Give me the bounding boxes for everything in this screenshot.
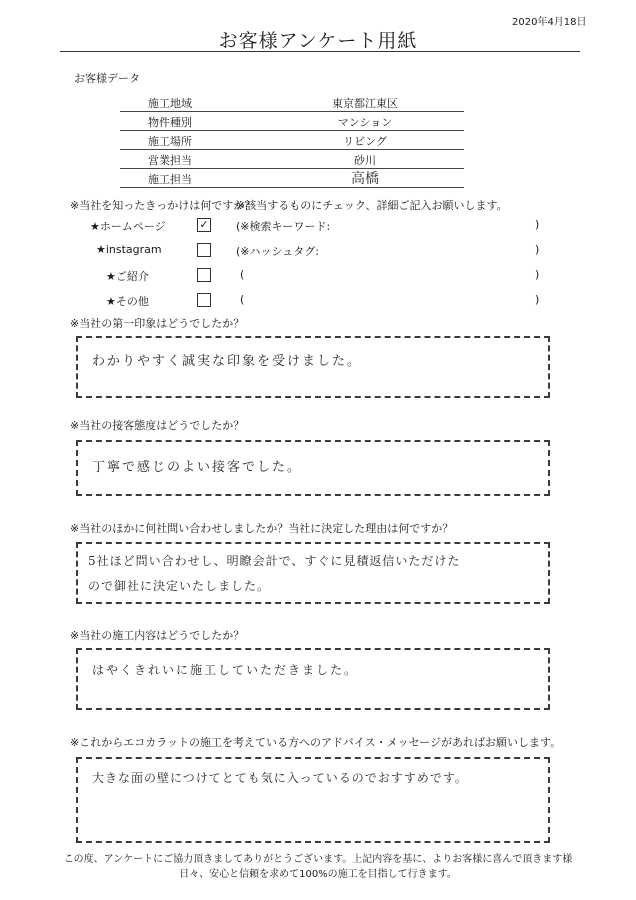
info-row-area bbox=[120, 92, 464, 112]
q6-answer: 大きな面の壁につけてとても気に入っているのでおすすめです。 bbox=[92, 771, 468, 785]
detail-close-other: ) bbox=[535, 293, 540, 306]
footer-line-2: 日々、安心と信頼を求めて100%の施工を目指して行きます。 bbox=[179, 869, 457, 880]
survey-date: 2020年4月18日 bbox=[512, 17, 587, 28]
detail-close-instagram: ) bbox=[535, 243, 540, 256]
info-row-installer bbox=[120, 168, 464, 188]
q1-instruction: ※該当するものにチェック、詳細ご記入お願いします。 bbox=[236, 199, 508, 212]
detail-instagram: (※ハッシュタグ: bbox=[236, 245, 319, 258]
info-value: 砂川 bbox=[354, 154, 376, 167]
footer-line-1: この度、アンケートにご協力頂きましてありがとうございます。上記内容を基に、よりお客様に喜んで頂きます様 bbox=[63, 854, 573, 865]
detail-homepage: (※検索キーワード: bbox=[236, 220, 331, 233]
info-label: 営業担当 bbox=[148, 154, 192, 167]
detail-close-referral: ) bbox=[535, 268, 540, 281]
q3-question: ※当社の接客態度はどうでしたか？ bbox=[70, 419, 245, 432]
info-value: リビング bbox=[343, 135, 387, 148]
info-value: 東京都江東区 bbox=[332, 97, 398, 110]
detail-referral: ( bbox=[240, 268, 245, 281]
info-label: 施工場所 bbox=[148, 135, 192, 148]
checkbox-referral[interactable] bbox=[197, 268, 211, 282]
q4-question: ※当社のほかに何社問い合わせしましたか？当社に決定した理由は何ですか？ bbox=[70, 522, 454, 535]
detail-close-homepage: ) bbox=[535, 218, 540, 231]
title-underline bbox=[60, 51, 580, 52]
source-label-instagram: ★instagram bbox=[96, 243, 162, 256]
info-row-location bbox=[120, 130, 464, 150]
source-label-homepage: ★ホームページ bbox=[90, 220, 166, 233]
info-value-handwritten: 高橋 bbox=[351, 171, 379, 187]
info-row-sales-rep bbox=[120, 149, 464, 169]
source-label-referral: ★ご紹介 bbox=[106, 270, 149, 283]
customer-data-heading: お客様データ bbox=[74, 72, 140, 85]
q5-question: ※当社の施工内容はどうでしたか？ bbox=[70, 629, 245, 642]
info-label: 施工担当 bbox=[148, 173, 192, 186]
q5-answer-box[interactable] bbox=[76, 648, 550, 710]
checkbox-homepage[interactable]: ✓ bbox=[197, 218, 211, 232]
q1-question: ※当社を知ったきっかけは何ですか？ bbox=[70, 199, 256, 212]
q5-answer: はやくきれいに施工していただきました。 bbox=[92, 663, 359, 677]
info-label: 施工地域 bbox=[148, 97, 192, 110]
q3-answer: 丁寧で感じのよい接客でした。 bbox=[92, 460, 303, 475]
source-label-other: ★その他 bbox=[106, 295, 149, 308]
info-label: 物件種別 bbox=[148, 116, 192, 129]
detail-other: ( bbox=[240, 293, 245, 306]
checkbox-instagram[interactable] bbox=[197, 243, 211, 257]
q2-answer: わかりやすく誠実な印象を受けました。 bbox=[92, 354, 363, 369]
page-title: お客様アンケート用紙 bbox=[218, 30, 418, 52]
q4-answer-line-2: ので御社に決定いたしました。 bbox=[88, 579, 271, 593]
info-row-property-type bbox=[120, 111, 464, 131]
checkbox-other[interactable] bbox=[197, 293, 211, 307]
q4-answer-line-1: 5社ほど問い合わせし、明瞭会計で、すぐに見積返信いただけた bbox=[88, 554, 461, 568]
q2-question: ※当社の第一印象はどうでしたか？ bbox=[70, 317, 245, 330]
info-value: マンション bbox=[337, 116, 393, 129]
q6-question: ※これからエコカラットの施工を考えている方へのアドバイス・メッセージがあればお願いします。 bbox=[70, 736, 562, 749]
